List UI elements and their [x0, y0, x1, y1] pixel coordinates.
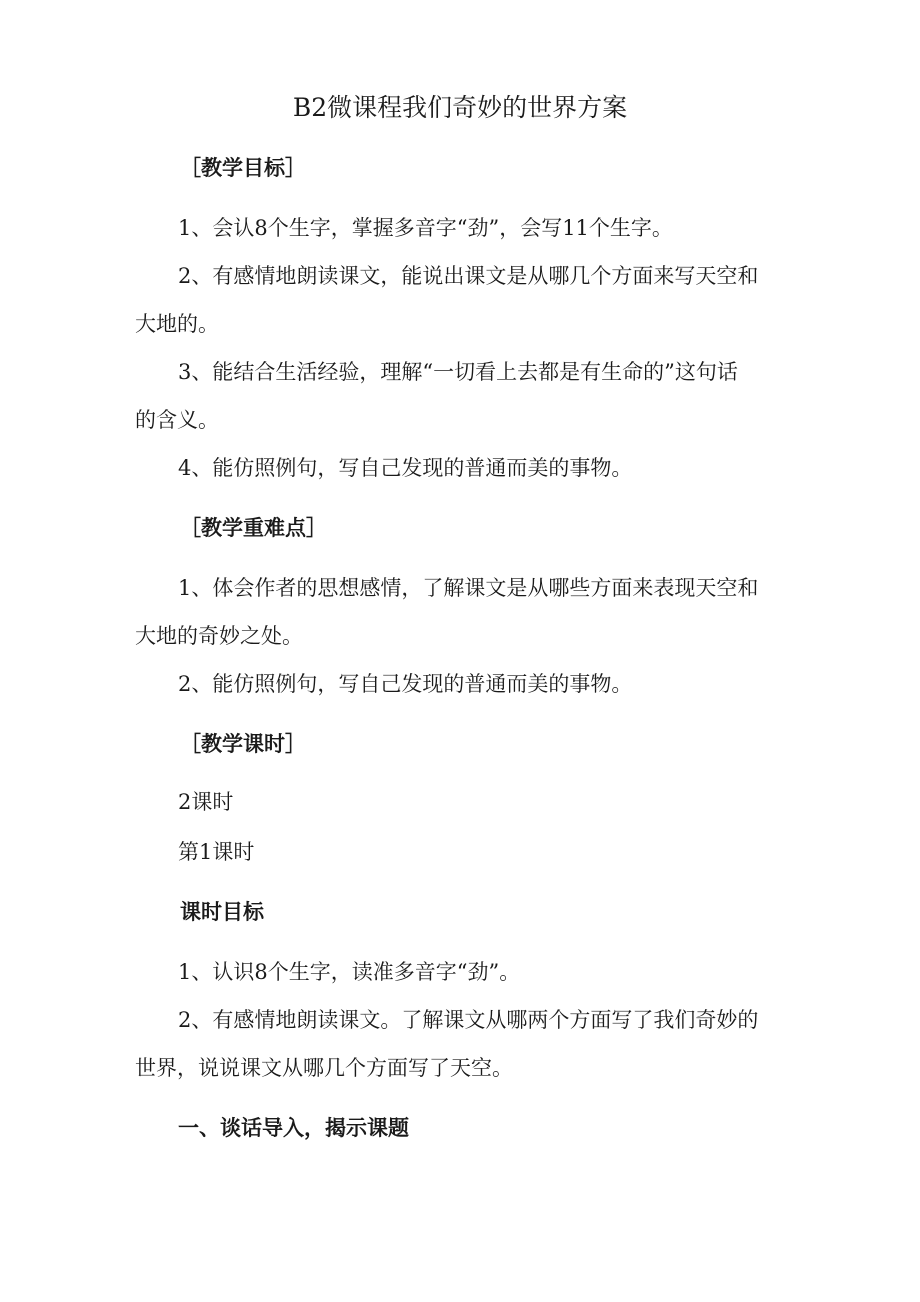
key-point-item-1-continued: 大地的奇妙之处。: [135, 624, 303, 648]
lesson-objectives-heading: 课时目标: [180, 899, 264, 924]
key-points-heading: ［教学重难点］: [180, 515, 327, 540]
key-point-item-2: 2、能仿照例句，写自己发现的普通而美的事物。: [178, 672, 633, 696]
lesson-objective-item-1: 1、认识8个生字，读准多音字“劲”。: [178, 960, 521, 984]
objective-item-4: 4、能仿照例句，写自己发现的普通而美的事物。: [178, 456, 633, 480]
objective-item-2: 2、有感情地朗读课文，能说出课文是从哪几个方面来写天空和: [178, 264, 759, 288]
objective-item-1: 1、会认8个生字，掌握多音字“劲”，会写11个生字。: [178, 216, 673, 240]
objective-item-2-continued: 大地的。: [135, 312, 219, 336]
part-one-heading: 一、谈话导入，揭示课题: [178, 1115, 409, 1140]
lesson-objective-item-2: 2、有感情地朗读课文。了解课文从哪两个方面写了我们奇妙的: [178, 1008, 759, 1032]
objective-item-3-continued: 的含义。: [135, 408, 219, 432]
key-point-item-1: 1、体会作者的思想感情，了解课文是从哪些方面来表现天空和: [178, 576, 759, 600]
first-lesson-label: 第1课时: [178, 840, 255, 864]
objectives-heading: ［教学目标］: [180, 155, 306, 180]
hours-total: 2课时: [178, 790, 234, 814]
document-title: B2微课程我们奇妙的世界方案: [292, 93, 628, 122]
lesson-objective-item-2-continued: 世界，说说课文从哪几个方面写了天空。: [135, 1056, 513, 1080]
objective-item-3: 3、能结合生活经验，理解“一切看上去都是有生命的”这句话: [178, 360, 738, 384]
hours-heading: ［教学课时］: [180, 731, 306, 756]
